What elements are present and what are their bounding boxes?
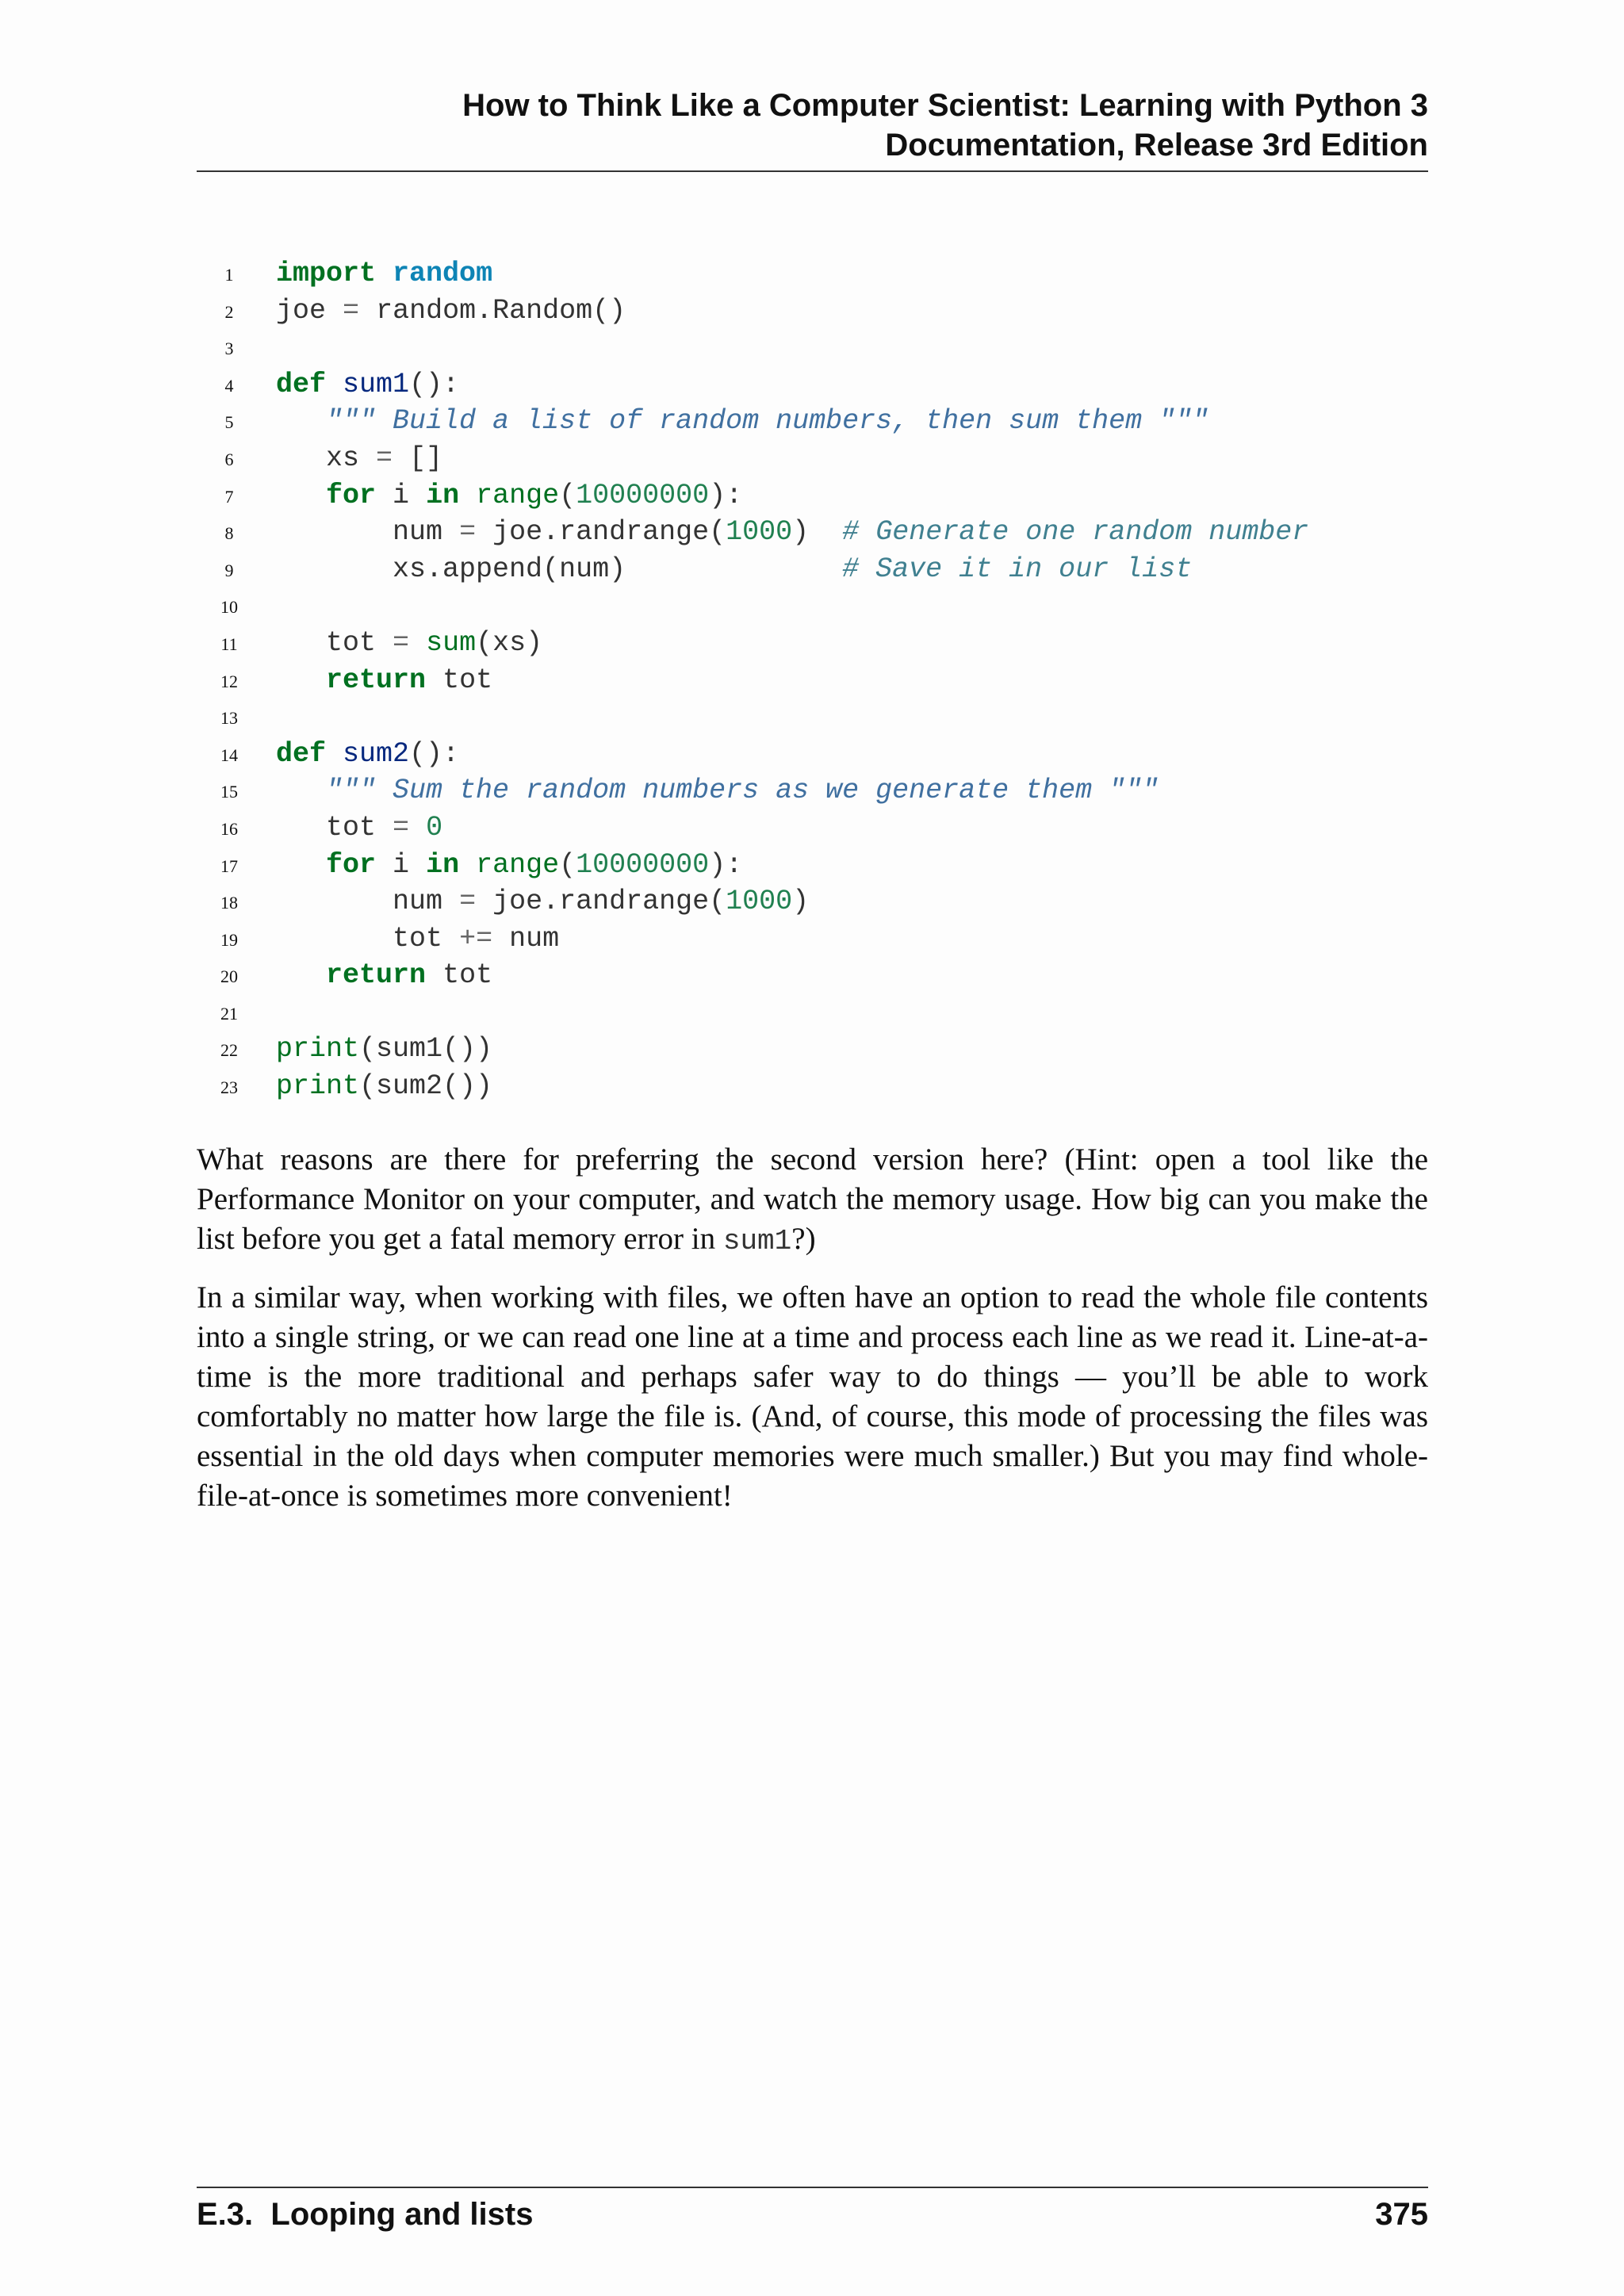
line-number: 11	[220, 633, 238, 654]
line-number: 7	[224, 486, 234, 507]
header-rule	[197, 170, 1428, 172]
line-number: 19	[220, 929, 238, 950]
line-number: 20	[220, 966, 238, 987]
code-token: (sum2())	[359, 1070, 493, 1103]
line-number: 12	[220, 671, 238, 691]
code-line	[214, 293, 1428, 330]
line-number: 15	[220, 782, 238, 802]
code-token: =	[343, 294, 360, 327]
code-token: num	[509, 922, 560, 955]
code-token: tot	[393, 922, 443, 955]
code-token: +=	[459, 922, 493, 955]
code-line	[214, 1068, 1428, 1105]
code-line: 7 for i in range(10000000):	[214, 477, 1428, 515]
line-number: 14	[220, 744, 238, 765]
code-line	[214, 1031, 1428, 1068]
code-token: ():	[409, 368, 460, 400]
line-number: 2	[224, 301, 234, 322]
code-token: 10000000	[576, 848, 710, 881]
code-token: num	[393, 516, 443, 549]
header-title-line1: How to Think Like a Computer Scientist: Learning with Python 3	[462, 88, 1428, 123]
code-token: tot	[326, 626, 377, 659]
code-token: for	[326, 479, 377, 511]
code-token: return	[326, 959, 427, 992]
code-line: 18 num = joe.randrange(1000)	[214, 883, 1428, 920]
code-token: """ Build a list of random numbers, then sum them """	[326, 405, 1209, 438]
paragraph-files: In a similar way, when working with files, we often have an option to read the whole file contents into a single string, or we can read one line at a time and process each line as we read it. Line-at-a-time is the more traditional and perhaps safer way to do things — you’ll be able to work comfortably no matter how large the file is. (And, of course, this mode of processing the files was essential in the old days when computer memories were much smaller.) But you may find whole-file-at-once is sometimes more convenient!	[197, 1280, 1428, 1513]
line-number: 1	[224, 265, 234, 285]
line-number: 4	[224, 375, 234, 396]
line-number: 17	[220, 855, 238, 876]
code-token: =	[393, 811, 410, 844]
paragraph-hint	[197, 1140, 1428, 1261]
code-line	[214, 994, 1428, 1031]
code-token: num	[393, 886, 443, 918]
line-number: 8	[224, 523, 234, 544]
line-number: 10	[220, 597, 238, 618]
code-token: print	[276, 1070, 360, 1103]
line-number: 13	[220, 708, 238, 729]
code-token: 0	[426, 811, 443, 844]
code-token: random.Random()	[376, 294, 626, 327]
code-comment: # Generate one random number	[842, 516, 1309, 549]
code-token: tot	[442, 959, 493, 992]
code-line	[214, 403, 1428, 440]
code-line: 8 num = joe.randrange(1000) # Generate one random number	[214, 514, 1428, 551]
paragraph-text: ?)	[791, 1222, 816, 1256]
code-token: """ Sum the random numbers as we generate them """	[326, 775, 1159, 807]
code-line	[214, 698, 1428, 736]
line-number: 3	[224, 339, 234, 359]
code-token: tot	[326, 811, 377, 844]
code-token: sum	[426, 626, 477, 659]
code-token: =	[459, 516, 477, 549]
code-line: 17 for i in range(10000000):	[214, 847, 1428, 884]
code-token: joe	[276, 294, 327, 327]
code-token: =	[459, 886, 477, 918]
code-token: 1000	[726, 516, 793, 549]
footer-section-title: E.3. Looping and lists	[197, 2197, 534, 2232]
code-token: random	[393, 258, 493, 289]
line-number: 9	[224, 560, 234, 580]
running-header	[197, 86, 1428, 165]
line-number: 16	[220, 818, 238, 839]
code-token: return	[326, 664, 427, 696]
footer-rule	[197, 2187, 1428, 2188]
code-line	[214, 625, 1428, 662]
code-token: joe.randrange	[492, 516, 710, 549]
code-line	[214, 736, 1428, 773]
code-token: import	[276, 258, 377, 289]
code-token: (sum1())	[359, 1033, 493, 1066]
code-token: range	[476, 479, 560, 511]
code-token: 1000	[726, 886, 793, 918]
header-title-line2: Documentation, Release 3rd Edition	[885, 128, 1428, 163]
code-token: tot	[442, 664, 493, 696]
line-number: 6	[224, 449, 234, 469]
code-line	[214, 329, 1428, 366]
code-comment: # Save it in our list	[842, 553, 1193, 585]
code-token: i	[393, 848, 410, 881]
code-token: i	[393, 479, 410, 511]
code-token: sum1	[343, 368, 410, 400]
code-token: in	[426, 848, 460, 881]
line-number: 23	[220, 1077, 238, 1098]
code-token: (xs)	[476, 626, 543, 659]
code-token: for	[326, 848, 377, 881]
code-line	[214, 957, 1428, 994]
code-token: []	[409, 442, 443, 474]
line-number: 22	[220, 1040, 238, 1061]
code-token: def	[276, 368, 327, 400]
code-token: sum2	[343, 737, 410, 770]
code-token: =	[393, 626, 410, 659]
code-line	[214, 772, 1428, 809]
code-token: ():	[409, 737, 460, 770]
code-line	[214, 920, 1428, 958]
code-token: xs.append(num)	[393, 553, 626, 585]
code-token: range	[476, 848, 560, 881]
line-number: 5	[224, 412, 234, 433]
code-line	[214, 551, 1428, 588]
inline-code: sum1	[722, 1225, 792, 1257]
line-number: 21	[220, 1003, 238, 1024]
code-token: in	[426, 479, 460, 511]
code-token: 10000000	[576, 479, 710, 511]
code-line	[214, 366, 1428, 404]
code-line	[214, 587, 1428, 625]
code-listing	[214, 255, 1428, 1105]
code-token: def	[276, 737, 327, 770]
code-line	[214, 809, 1428, 847]
code-line	[214, 255, 1428, 293]
paragraph-text: What reasons are there for preferring the second version here? (Hint: open a tool like the Performance Monitor on your computer, and watch the memory usage. How big can you make the list before you get a fatal memory error in	[197, 1142, 1428, 1256]
page-number: 375	[1375, 2197, 1428, 2232]
code-token: print	[276, 1033, 360, 1066]
code-line	[214, 440, 1428, 477]
code-line	[214, 662, 1428, 699]
code-token: xs	[326, 442, 360, 474]
code-token: =	[376, 442, 393, 474]
code-token: joe.randrange	[492, 886, 710, 918]
line-number: 18	[220, 893, 238, 913]
